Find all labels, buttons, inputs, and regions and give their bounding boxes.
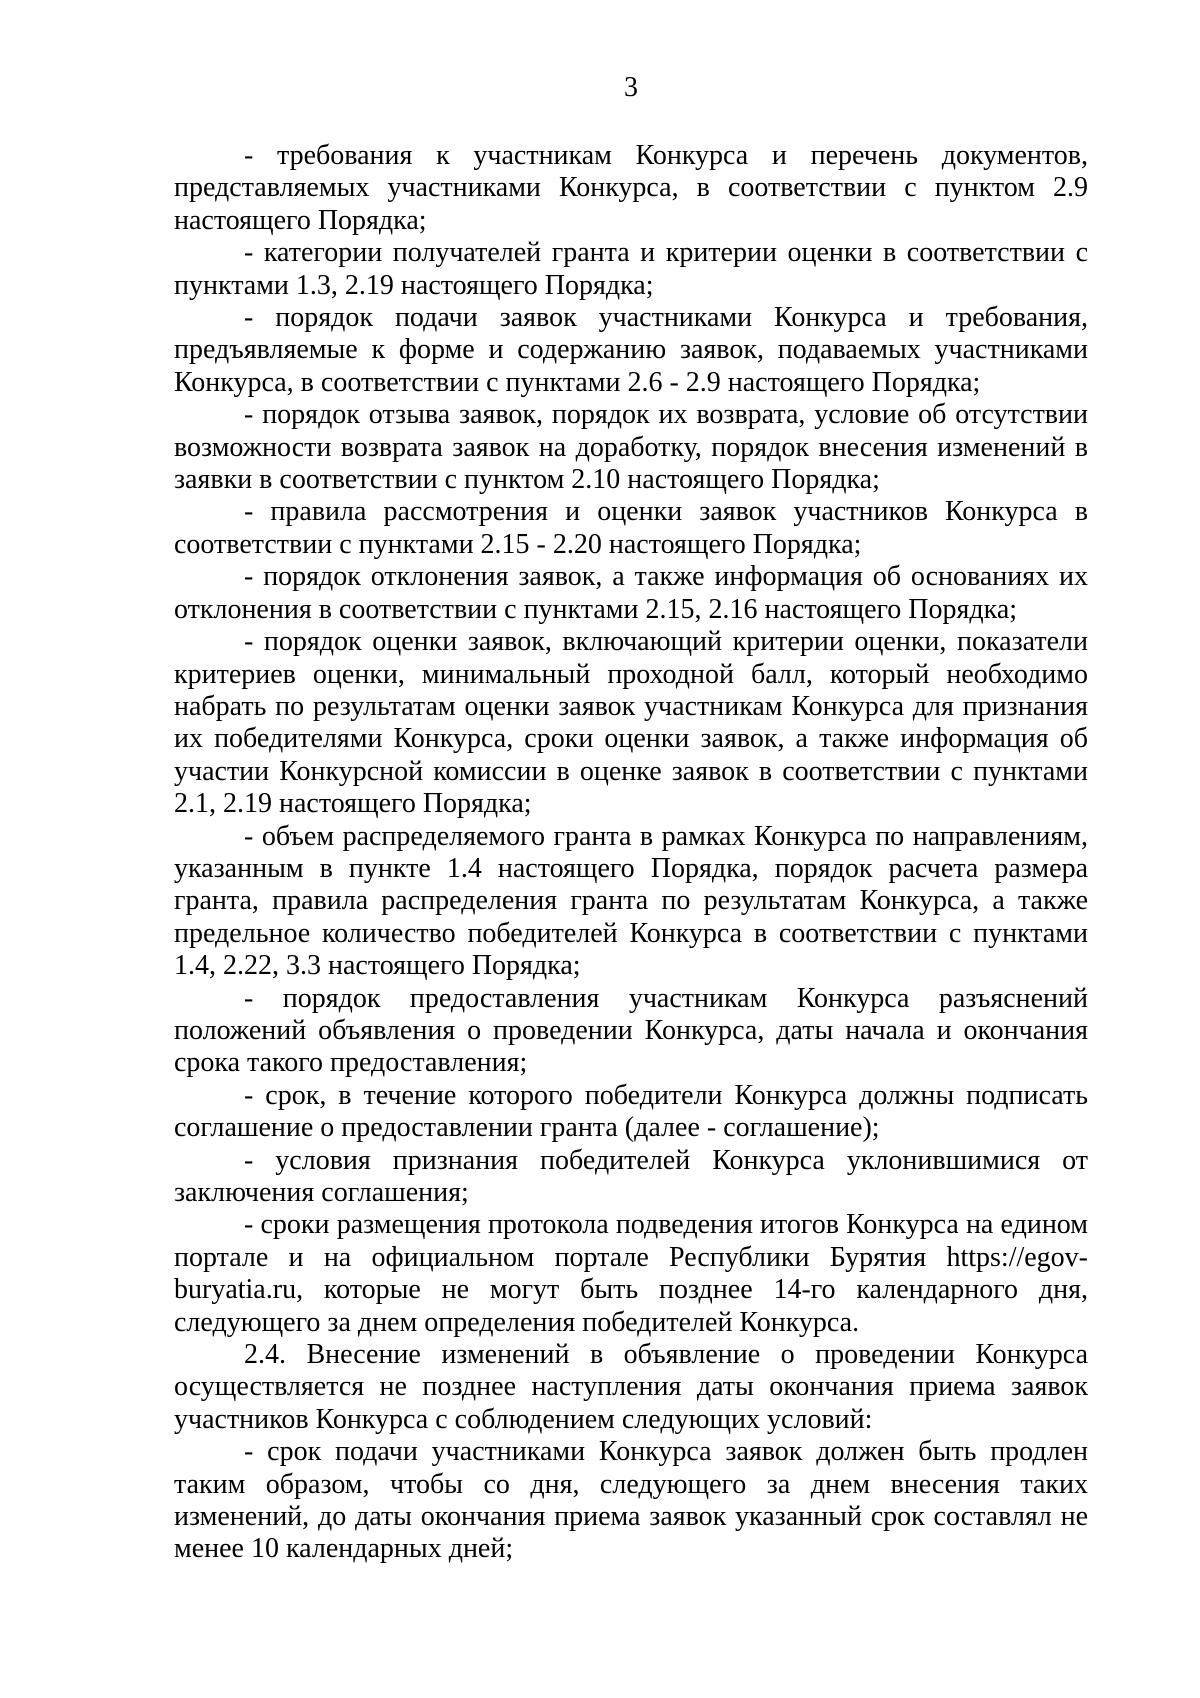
paragraph-grant-volume: - объем распределяемого гранта в рамках Конкурса по направлениям, указанным в пункте 1.4 настоящего Порядка, порядок расчета размера гранта, правила распределения гранта по результатам Конкурса, а также предельное количество победителей Конкурса в соответствии с пунктами 1.4, 2.22, 3.3 настоящего Порядка; — [174, 820, 1088, 982]
paragraph-grant-recipient-categories: - категории получателей гранта и критерии оценки в соответствии с пунктами 1.3, 2.19 настоящего Порядка; — [174, 237, 1088, 301]
paragraph-review-rules: - правила рассмотрения и оценки заявок участников Конкурса в соответствии с пунктами 2.15 - 2.20 настоящего Порядка; — [174, 496, 1088, 560]
page-number: 3 — [624, 72, 638, 103]
paragraph-evasion-conditions: - условия признания победителей Конкурса уклонившимися от заключения соглашения; — [174, 1144, 1088, 1208]
paragraph-protocol-publication-terms: - сроки размещения протокола подведения итогов Конкурса на едином портале и на официальном портале Республики Бурятия https://egov-buryatia.ru, которые не могут быть позднее 14-го календарного дня, следующего за днем определения победителей Конкурса. — [174, 1209, 1088, 1338]
document-body — [174, 140, 1088, 1566]
paragraph-application-withdrawal-procedure: - порядок отзыва заявок, порядок их возврата, условие об отсутствии возможности возврата заявок на доработку, порядок внесения изменений в заявки в соответствии с пунктом 2.10 настоящего Порядка; — [174, 399, 1088, 496]
paragraph-agreement-signing-term: - срок, в течение которого победители Конкурса должны подписать соглашение о предоставлении гранта (далее - соглашение); — [174, 1079, 1088, 1144]
paragraph-clarifications-procedure: - порядок предоставления участникам Конкурса разъяснений положений объявления о проведении Конкурса, даты начала и окончания срока такого предоставления; — [174, 982, 1088, 1079]
paragraph-requirements-participants: - требования к участникам Конкурса и перечень документов, представляемых участниками Конкурса, в соответствии с пунктом 2.9 настоящего Порядка; — [174, 140, 1088, 236]
paragraph-submission-term-extension: - срок подачи участниками Конкурса заявок должен быть продлен таким образом, чтобы со дня, следующего за днем внесения таких изменений, до даты окончания приема заявок указанный срок составлял не менее 10 календарных дней; — [174, 1436, 1088, 1565]
paragraph-evaluation-procedure: - порядок оценки заявок, включающий критерии оценки, показатели критериев оценки, минимальный проходной балл, который необходимо набрать по результатам оценки заявок участникам Конкурса для признания их победителями Конкурса, сроки оценки заявок, а также информация об участии Конкурсной комиссии в оценке заявок в соответствии с пунктами 2.1, 2.19 настоящего Порядка; — [174, 626, 1088, 820]
paragraph-section-2-4: 2.4. Внесение изменений в объявление о проведении Конкурса осуществляется не позднее наступления даты окончания приема заявок участников Конкурса с соблюдением следующих условий: — [174, 1339, 1088, 1435]
paragraph-rejection-procedure: - порядок отклонения заявок, а также информация об основаниях их отклонения в соответствии с пунктами 2.15, 2.16 настоящего Порядка; — [174, 561, 1088, 625]
paragraph-application-submission-procedure: - порядок подачи заявок участниками Конкурса и требования, предъявляемые к форме и содержанию заявок, подаваемых участниками Конкурса, в соответствии с пунктами 2.6 - 2.9 настоящего Порядка; — [174, 302, 1088, 398]
